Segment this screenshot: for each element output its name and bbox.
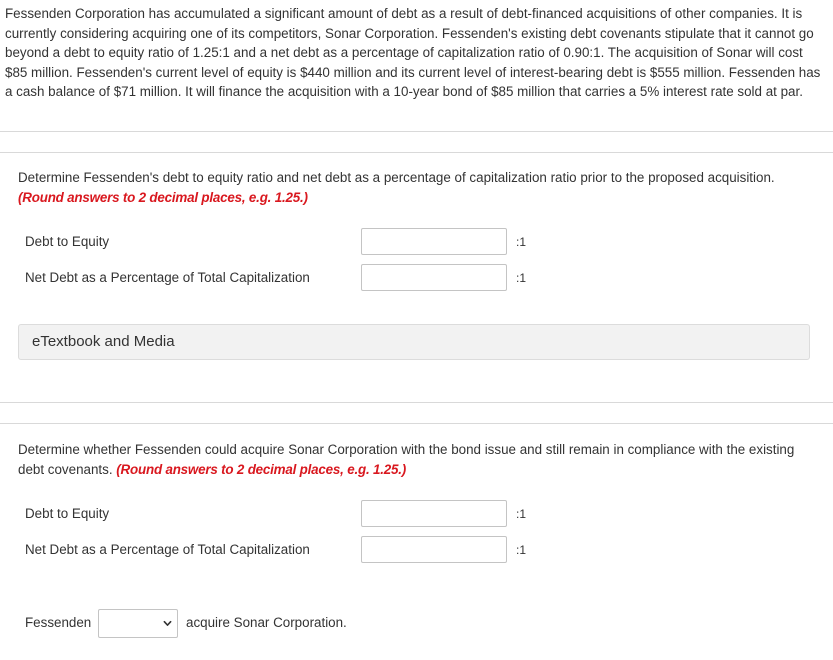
part2-question [18,440,818,479]
part2-question-text: Determine whether Fessenden could acquire Sonar Corporation with the bond issue and still remain in compliance with the existing debt covenants. [18,442,795,477]
part1-net-debt-unit: :1 [516,271,527,285]
part2-net-debt-label: Net Debt as a Percentage of Total Capitalization [25,542,310,557]
part1-net-debt-label: Net Debt as a Percentage of Total Capitalization [25,270,310,285]
part2-round-note: (Round answers to 2 decimal places, e.g. 1.25.) [116,461,407,477]
etextbook-media-button[interactable]: eTextbook and Media [18,324,810,360]
divider [0,423,833,424]
part2-net-debt-input[interactable] [361,536,507,563]
part2-debt-to-equity-unit: :1 [516,507,527,521]
part1-net-debt-input[interactable] [361,264,507,291]
divider [0,131,833,132]
part1-debt-to-equity-input[interactable] [361,228,507,255]
compliance-select[interactable] [99,610,177,637]
conclusion-prefix: Fessenden [25,615,92,630]
divider [0,152,833,153]
part2-debt-to-equity-input[interactable] [361,500,507,527]
part1-question-text: Determine Fessenden's debt to equity ratio and net debt as a percentage of capitalization ratio prior to the proposed acquisition. [18,170,775,185]
problem-intro: Fessenden Corporation has accumulated a significant amount of debt as a result of debt-financed acquisitions of other companies. It is currently considering acquiring one of its competitors, Sonar Corporation. Fessenden's existing debt covenants stipulate that it cannot go beyond a debt to equity ratio of 1.25:1 and a net debt as a percentage of capitalization ratio of 0.90:1. The acquisition of Sonar will cost $85 million. Fessenden's current level of equity is $440 million and its current level of interest-bearing debt is $555 million. Fessenden has a cash balance of $71 million. It will finance the acquisition with a 10-year bond of $85 million that carries a 5% interest rate sold at par. [5,6,821,99]
divider [0,402,833,403]
part2-net-debt-unit: :1 [516,543,527,557]
part1-debt-to-equity-unit: :1 [516,235,527,249]
compliance-dropdown[interactable] [98,609,178,638]
part1-question [18,168,818,207]
part2-debt-to-equity-label: Debt to Equity [25,506,110,521]
part1-debt-to-equity-label: Debt to Equity [25,234,110,249]
conclusion-suffix: acquire Sonar Corporation. [186,615,347,630]
part1-round-note: (Round answers to 2 decimal places, e.g. 1.25.) [18,189,308,205]
